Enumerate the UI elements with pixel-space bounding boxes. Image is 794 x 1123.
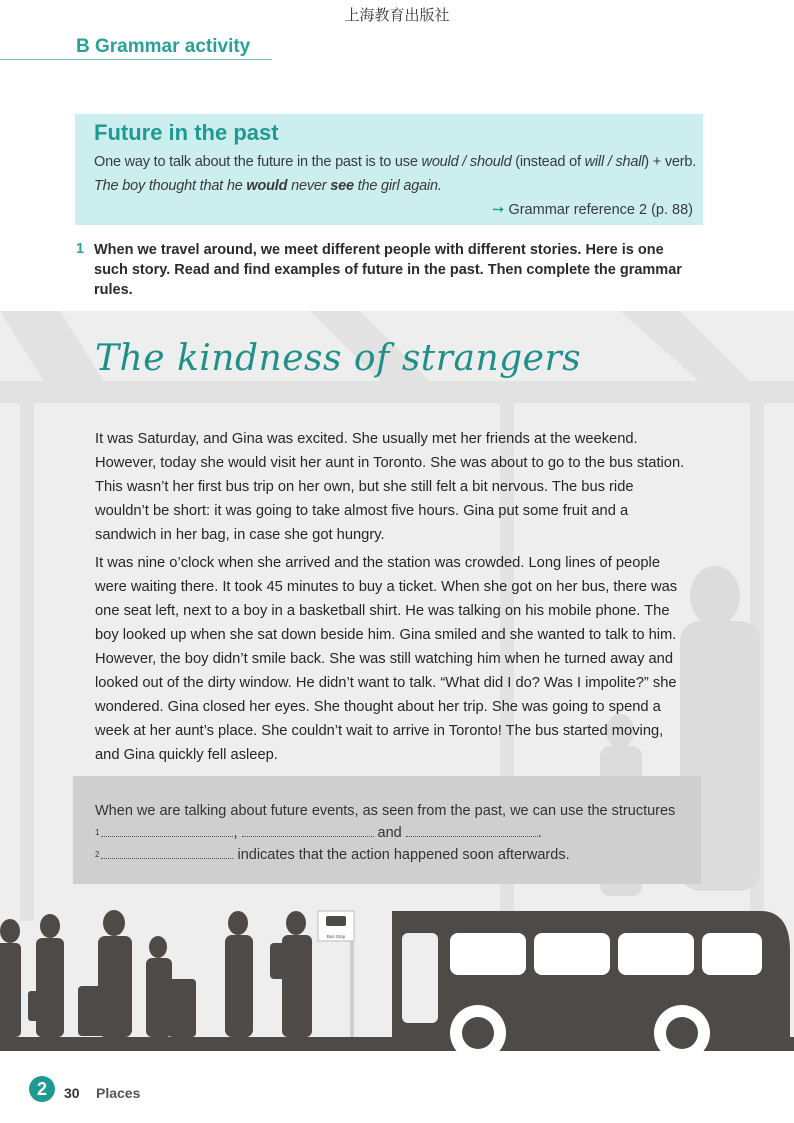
bus-silhouette <box>392 911 790 1051</box>
story-body <box>95 427 690 771</box>
question-instructions: When we travel around, we meet different people with different stories. Here is one such story. Read and find examples of future in the past. Then complete the grammar rules. <box>94 242 682 298</box>
unit-badge: 2 <box>29 1076 55 1102</box>
grammar-reference-text: Grammar reference 2 (p. 88) <box>508 202 693 218</box>
section-underline <box>0 59 272 60</box>
grammar-keyword: would / should <box>421 154 512 170</box>
rule-punctuation: , <box>233 825 238 841</box>
rule-connector: and <box>377 825 402 841</box>
example-text: never <box>287 178 331 194</box>
rule-line-2 <box>95 844 695 866</box>
grammar-explanation <box>94 154 696 170</box>
grammar-text: One way to talk about the future in the past is to use <box>94 154 422 170</box>
grammar-example <box>94 178 442 194</box>
example-keyword: see <box>330 178 354 194</box>
answer-blank-1c[interactable] <box>406 822 538 837</box>
blank-number: 2 <box>95 850 100 859</box>
grammar-rules-text <box>95 800 695 866</box>
grammar-rules-box <box>73 776 701 884</box>
rule-intro: When we are talking about future events, as seen from the past, we can use the structures <box>95 803 676 819</box>
story-paragraph: It was nine o’clock when she arrived and the station was crowded. Long lines of people were waiting there. It took 45 minutes to buy a ticket. When she got on her bus, there was one seat left, next to a boy in a basketball shirt. He was talking on his mobile phone. The boy looked up when she sat down beside him. Gina smiled and she wanted to talk to him. However, the boy didn’t smile back. She was still watching him when he turned away and looked out of the dirty window. He didn’t want to talk. “What did I do? Was I impolite?” she wondered. Gina closed her eyes. She thought about her trip. She was going to spend a week at her aunt’s place. She couldn’t wait to arrive in Toronto! The bus started moving, and Gina quickly fell asleep. <box>95 555 678 763</box>
rule-line-2-text: indicates that the action happened soon afterwards. <box>237 847 570 863</box>
grammar-text: ) + verb. <box>644 154 697 170</box>
rule-line-1 <box>95 822 695 844</box>
story-paragraph: It was Saturday, and Gina was excited. She usually met her friends at the weekend. However, today she would visit her aunt in Toronto. She was about to go to the bus station. This wasn’t her first bus trip on her own, but she still felt a bit nervous. The bus ride wouldn’t be short: it was going to take almost five hours. Gina put some fruit and a sandwich in her bag, in case she got hungry. <box>95 431 685 543</box>
grammar-box <box>75 114 703 225</box>
grammar-text: (instead of <box>511 154 585 170</box>
section-heading: B Grammar activity <box>76 36 251 57</box>
unit-title: Places <box>96 1085 141 1101</box>
arrow-right-icon: ➙ <box>492 202 505 218</box>
example-keyword: would <box>246 178 288 194</box>
example-text: The boy thought that he <box>94 178 247 194</box>
answer-blank-1b[interactable] <box>242 822 374 837</box>
rule-punctuation: . <box>537 825 542 841</box>
blank-number: 1 <box>95 828 100 837</box>
answer-blank-1a[interactable] <box>101 822 233 837</box>
grammar-title: Future in the past <box>94 120 279 145</box>
example-text: the girl again. <box>353 178 442 194</box>
story-title: The kindness of strangers <box>95 338 582 379</box>
question-number: 1 <box>76 241 85 257</box>
page-number: 30 <box>64 1085 80 1101</box>
answer-blank-2[interactable] <box>101 844 233 859</box>
grammar-reference-link[interactable] <box>492 202 693 218</box>
grammar-keyword: will / shall <box>584 154 645 170</box>
publisher-header: 上海教育出版社 <box>344 6 450 24</box>
bus-stop-label: Bus Stop <box>326 934 346 939</box>
